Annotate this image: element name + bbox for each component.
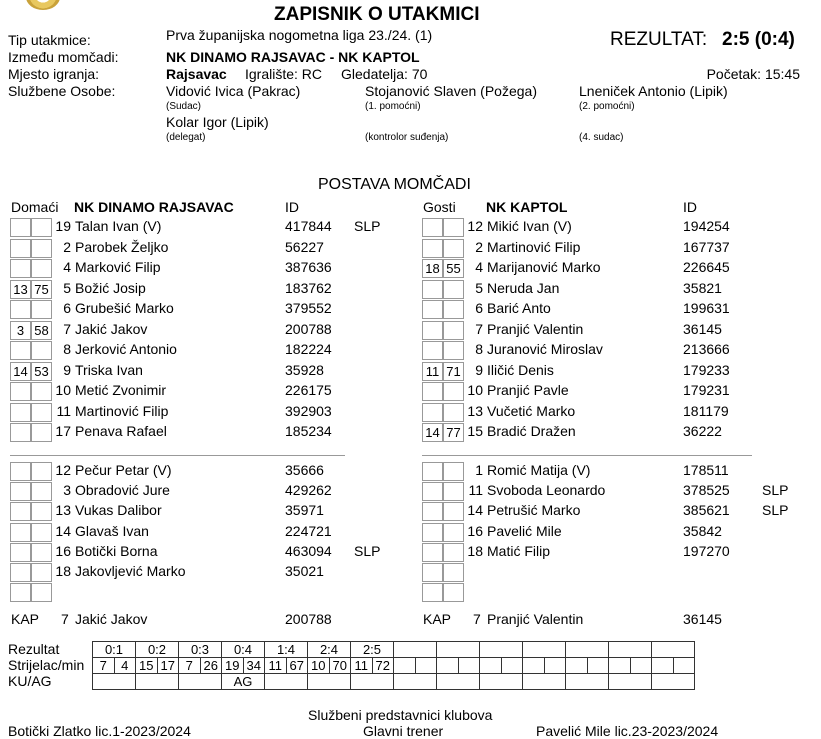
- player-id: 36222: [683, 423, 722, 439]
- player-name: Triska Ivan: [75, 361, 143, 378]
- minute-box: [422, 523, 443, 542]
- player-id: 36145: [683, 320, 722, 337]
- page-title: ZAPISNIK O UTAKMICI: [274, 4, 480, 25]
- score-cell: 1:4: [265, 642, 308, 658]
- kuag-cell: [437, 674, 480, 690]
- player-number: 12: [55, 462, 71, 478]
- player-name: Božić Josip: [75, 279, 146, 296]
- home-captain-name: Jakić Jakov: [75, 611, 148, 627]
- player-number: 11: [56, 402, 71, 419]
- divider: [10, 455, 345, 456]
- minute-box: [10, 523, 31, 542]
- player-number: 13: [55, 502, 71, 519]
- score-cell: 0:4: [222, 642, 265, 658]
- away-id-header: ID: [683, 199, 697, 215]
- player-name: Botički Borna: [75, 542, 158, 559]
- minute-box: [31, 583, 52, 602]
- player-id: 199631: [683, 300, 730, 316]
- player-note: SLP: [354, 218, 381, 234]
- scorer-cell: 17: [157, 658, 179, 674]
- player-id: 379552: [285, 300, 332, 316]
- scorer-cell: [587, 658, 609, 674]
- minute-box: [422, 280, 443, 299]
- player-id: 417844: [285, 218, 332, 234]
- player-number: 3: [63, 482, 71, 499]
- player-id: 178511: [683, 462, 729, 478]
- player-name: Pečur Petar (V): [75, 462, 172, 478]
- minute-box: [10, 482, 31, 501]
- player-id: 194254: [683, 218, 730, 234]
- home-id-header: ID: [285, 199, 299, 215]
- scorer-cell: [437, 658, 459, 674]
- player-id: 179233: [683, 361, 730, 378]
- minute-box: 58: [31, 321, 52, 340]
- minute-box: 13: [10, 280, 31, 299]
- scorer-cell: 4: [114, 658, 136, 674]
- player-name: Marković Filip: [75, 259, 161, 275]
- scorer-cell: 34: [243, 658, 265, 674]
- score-cell: 0:2: [136, 642, 179, 658]
- player-number: 1: [475, 462, 483, 478]
- player-id: 35021: [285, 563, 324, 579]
- player-name: Pranjić Pavle: [487, 382, 569, 398]
- scorer-cell: [630, 658, 652, 674]
- player-name: Mikić Ivan (V): [487, 218, 572, 234]
- player-name: Svoboda Leonardo: [487, 482, 606, 499]
- minute-box: 77: [443, 423, 464, 442]
- minute-box: [10, 462, 31, 481]
- player-id: 429262: [285, 482, 332, 499]
- kuag-cell: [308, 674, 351, 690]
- player-id: 463094: [285, 542, 332, 559]
- official-role: (4. sudac): [579, 132, 624, 143]
- player-id: 179231: [683, 382, 730, 398]
- official-role: (1. pomoćni): [365, 101, 421, 112]
- player-number: 5: [475, 279, 483, 296]
- player-number: 2: [63, 238, 71, 255]
- player-name: Iličić Denis: [487, 361, 554, 378]
- player-name: Martinović Filip: [75, 402, 169, 419]
- player-id: 226175: [285, 382, 332, 398]
- kuag-cell: [523, 674, 566, 690]
- minute-box: [422, 543, 443, 562]
- scorer-cell: [566, 658, 588, 674]
- kuag-cell: [566, 674, 609, 690]
- player-id: 183762: [285, 279, 332, 296]
- player-id: 35928: [285, 361, 324, 378]
- player-note: SLP: [762, 482, 789, 499]
- player-number: 6: [475, 300, 483, 316]
- scorer-cell: 19: [222, 658, 244, 674]
- player-id: 197270: [683, 542, 730, 559]
- official-name: Lneniček Antonio (Lipik): [579, 83, 728, 99]
- player-number: 9: [475, 361, 483, 378]
- home-captain-number: 7: [61, 611, 69, 627]
- player-number: 10: [467, 382, 483, 398]
- scorer-cell: 26: [200, 658, 222, 674]
- scorer-cell: [501, 658, 523, 674]
- player-name: Jerković Antonio: [75, 341, 177, 357]
- player-name: Barić Anto: [487, 300, 551, 316]
- score-cell: 2:4: [308, 642, 351, 658]
- player-name: Pavelić Mile: [487, 522, 562, 539]
- scorer-cell: 67: [286, 658, 308, 674]
- scorer-cell: 11: [351, 658, 373, 674]
- kuag-cell: [394, 674, 437, 690]
- player-name: Metić Zvonimir: [75, 382, 167, 398]
- player-number: 8: [63, 341, 71, 357]
- result-row-label: Rezultat: [8, 641, 60, 657]
- score-cell: [437, 642, 480, 658]
- score-cell: [480, 642, 523, 658]
- player-name: Marijanović Marko: [487, 259, 601, 275]
- player-id: 167737: [683, 238, 730, 255]
- player-number: 18: [55, 563, 71, 579]
- minute-box: [422, 300, 443, 319]
- player-name: Parobek Željko: [75, 238, 169, 255]
- scorer-cell: 11: [265, 658, 287, 674]
- score-cell: [394, 642, 437, 658]
- kuag-cell: [136, 674, 179, 690]
- home-captain-id: 200788: [285, 611, 332, 627]
- lineup-title: POSTAVA MOMČADI: [318, 176, 471, 193]
- match-type-value: Prva županijska nogometna liga 23./24. (1): [166, 27, 433, 43]
- scorer-cell: 72: [372, 658, 394, 674]
- player-name: Obradović Jure: [75, 482, 170, 499]
- player-id: 35666: [285, 462, 324, 478]
- minute-box: 11: [422, 362, 443, 381]
- official-name: Kolar Igor (Lipik): [166, 114, 269, 130]
- player-name: Penava Rafael: [75, 423, 167, 439]
- minute-box: [422, 462, 443, 481]
- home-captain-label: KAP: [11, 611, 40, 627]
- player-number: 8: [475, 341, 483, 357]
- venue-label: Mjesto igranja:: [8, 66, 100, 82]
- away-side-label: Gosti: [423, 199, 456, 215]
- player-id: 387636: [285, 259, 332, 275]
- score-cell: 2:5: [351, 642, 394, 658]
- club-logo: [26, 0, 60, 10]
- player-id: 56227: [285, 238, 324, 255]
- player-note: SLP: [762, 502, 789, 519]
- result-value: 2:5 (0:4): [722, 29, 795, 50]
- scorer-cell: 7: [179, 658, 201, 674]
- scorer-cell: [544, 658, 566, 674]
- player-number: 5: [63, 279, 71, 296]
- player-id: 200788: [285, 320, 332, 337]
- player-number: 19: [55, 218, 71, 234]
- scorer-cell: 7: [93, 658, 115, 674]
- pitch-info: Igralište: RC: [245, 66, 323, 82]
- venue-value: Rajsavac: [166, 66, 227, 82]
- player-number: 15: [467, 423, 483, 439]
- scorer-cell: 10: [308, 658, 330, 674]
- minute-box: [422, 218, 443, 237]
- minute-box: 18: [422, 259, 443, 278]
- attendance-info: Gledatelja: 70: [341, 66, 428, 82]
- player-id: 185234: [285, 423, 332, 439]
- scorer-cell: [652, 658, 674, 674]
- player-name: Grubešić Marko: [75, 300, 174, 316]
- scorer-cell: 70: [329, 658, 351, 674]
- player-id: 35971: [285, 502, 324, 519]
- player-id: 226645: [683, 259, 730, 275]
- minute-box: [422, 239, 443, 258]
- officials-label: Službene Osobe:: [8, 83, 116, 99]
- player-name: Vukas Dalibor: [75, 502, 162, 519]
- scorer-cell: [609, 658, 631, 674]
- away-captain-label: KAP: [423, 611, 452, 627]
- player-number: 9: [63, 361, 71, 378]
- scorer-row-label: Strijelac/min: [8, 657, 85, 673]
- minute-box: [10, 543, 31, 562]
- minute-box: [10, 423, 31, 442]
- player-id: 213666: [683, 341, 730, 357]
- minute-box: [422, 563, 443, 582]
- kuag-cell: AG: [222, 674, 265, 690]
- minute-box: [10, 300, 31, 319]
- minute-box: [10, 239, 31, 258]
- official-name: Stojanović Slaven (Požega): [365, 83, 537, 99]
- score-cell: 0:1: [93, 642, 136, 658]
- player-name: Glavaš Ivan: [75, 522, 149, 539]
- away-captain-id: 36145: [683, 611, 722, 627]
- minute-box: [422, 502, 443, 521]
- away-captain-number: 7: [473, 611, 481, 627]
- player-id: 224721: [285, 522, 332, 539]
- player-name: Jakić Jakov: [75, 320, 148, 337]
- scorer-cell: 15: [136, 658, 158, 674]
- divider: [422, 455, 752, 456]
- result-label: REZULTAT:: [610, 29, 708, 50]
- player-number: 11: [468, 482, 483, 499]
- player-name: Martinović Filip: [487, 238, 581, 255]
- teams-value: NK DINAMO RAJSAVAC - NK KAPTOL: [166, 49, 420, 65]
- minute-box: 14: [422, 423, 443, 442]
- player-id: 378525: [683, 482, 730, 499]
- minute-box: [422, 341, 443, 360]
- kuag-cell: [93, 674, 136, 690]
- scorer-cell: [458, 658, 480, 674]
- official-name: Vidović Ivica (Pakrac): [166, 83, 301, 99]
- scorer-cell: [480, 658, 502, 674]
- player-number: 18: [467, 542, 483, 559]
- player-number: 12: [467, 218, 483, 234]
- score-cell: [652, 642, 695, 658]
- player-name: Jakovljević Marko: [75, 563, 186, 579]
- official-role: (delegat): [166, 132, 206, 143]
- away-team-name: NK KAPTOL: [486, 199, 568, 215]
- footer-title: Službeni predstavnici klubova: [308, 707, 493, 723]
- away-coach: Pavelić Mile lic.23-2023/2024: [536, 723, 719, 739]
- kuag-cell: [351, 674, 394, 690]
- player-number: 16: [467, 522, 483, 539]
- score-cell: [609, 642, 652, 658]
- minute-box: [443, 583, 464, 602]
- score-cell: 0:3: [179, 642, 222, 658]
- coach-role-label: Glavni trener: [363, 723, 444, 739]
- match-type-label: Tip utakmice:: [8, 32, 91, 48]
- home-side-label: Domaći: [11, 199, 59, 215]
- player-number: 2: [475, 238, 483, 255]
- kickoff-time: Početak: 15:45: [706, 66, 800, 82]
- minute-box: [10, 502, 31, 521]
- player-note: SLP: [354, 542, 381, 559]
- player-id: 35821: [683, 279, 722, 296]
- player-id: 392903: [285, 402, 332, 419]
- player-name: Petrušić Marko: [487, 502, 581, 519]
- player-number: 6: [63, 300, 71, 316]
- away-captain-name: Pranjić Valentin: [487, 611, 584, 627]
- player-name: Romić Matija (V): [487, 462, 591, 478]
- home-team-name: NK DINAMO RAJSAVAC: [74, 199, 234, 215]
- minute-box: [10, 218, 31, 237]
- player-id: 182224: [285, 341, 332, 357]
- minute-box: [10, 259, 31, 278]
- home-coach: Botički Zlatko lic.1-2023/2024: [8, 723, 191, 739]
- player-name: Vučetić Marko: [487, 402, 576, 419]
- player-number: 14: [55, 522, 71, 539]
- minute-box: 75: [31, 280, 52, 299]
- player-number: 7: [475, 320, 483, 337]
- kuag-cell: [480, 674, 523, 690]
- player-id: 385621: [683, 502, 730, 519]
- minute-box: [422, 482, 443, 501]
- player-name: Bradić Dražen: [487, 423, 576, 439]
- minute-box: [422, 583, 443, 602]
- kuag-cell: [609, 674, 652, 690]
- minute-box: [422, 382, 443, 401]
- minute-box: 71: [443, 362, 464, 381]
- teams-label: Između momčadi:: [8, 49, 119, 65]
- minute-box: [10, 341, 31, 360]
- player-name: Neruda Jan: [487, 279, 560, 296]
- scorer-cell: [523, 658, 545, 674]
- minute-box: 53: [31, 362, 52, 381]
- player-id: 181179: [683, 402, 729, 419]
- minute-box: [422, 321, 443, 340]
- scorer-cell: [673, 658, 695, 674]
- minute-box: [443, 563, 464, 582]
- player-number: 4: [475, 259, 483, 275]
- kuag-cell: [652, 674, 695, 690]
- player-name: Pranjić Valentin: [487, 320, 584, 337]
- player-number: 10: [55, 382, 71, 398]
- player-name: Juranović Miroslav: [487, 341, 603, 357]
- minute-box: [10, 583, 31, 602]
- minute-box: 3: [10, 321, 31, 340]
- official-role: (kontrolor suđenja): [365, 132, 449, 143]
- official-role: (Sudac): [166, 101, 202, 112]
- score-cell: [566, 642, 609, 658]
- minute-box: 14: [10, 362, 31, 381]
- score-progression-table: [92, 641, 695, 690]
- official-role: (2. pomoćni): [579, 101, 635, 112]
- player-number: 13: [467, 402, 483, 419]
- kuag-cell: [179, 674, 222, 690]
- player-number: 14: [467, 502, 483, 519]
- player-name: Talan Ivan (V): [75, 218, 162, 234]
- minute-box: 55: [443, 259, 464, 278]
- player-number: 7: [63, 320, 71, 337]
- minute-box: [10, 403, 31, 422]
- kuag-row-label: KU/AG: [8, 673, 52, 689]
- minute-box: [10, 563, 31, 582]
- scorer-cell: [394, 658, 416, 674]
- player-number: 16: [55, 542, 71, 559]
- scorer-cell: [415, 658, 437, 674]
- minute-box: [422, 403, 443, 422]
- kuag-cell: [265, 674, 308, 690]
- player-name: Matić Filip: [487, 542, 551, 559]
- player-number: 4: [63, 259, 71, 275]
- minute-box: [10, 382, 31, 401]
- score-cell: [523, 642, 566, 658]
- player-number: 17: [55, 423, 71, 439]
- player-id: 35842: [683, 522, 722, 539]
